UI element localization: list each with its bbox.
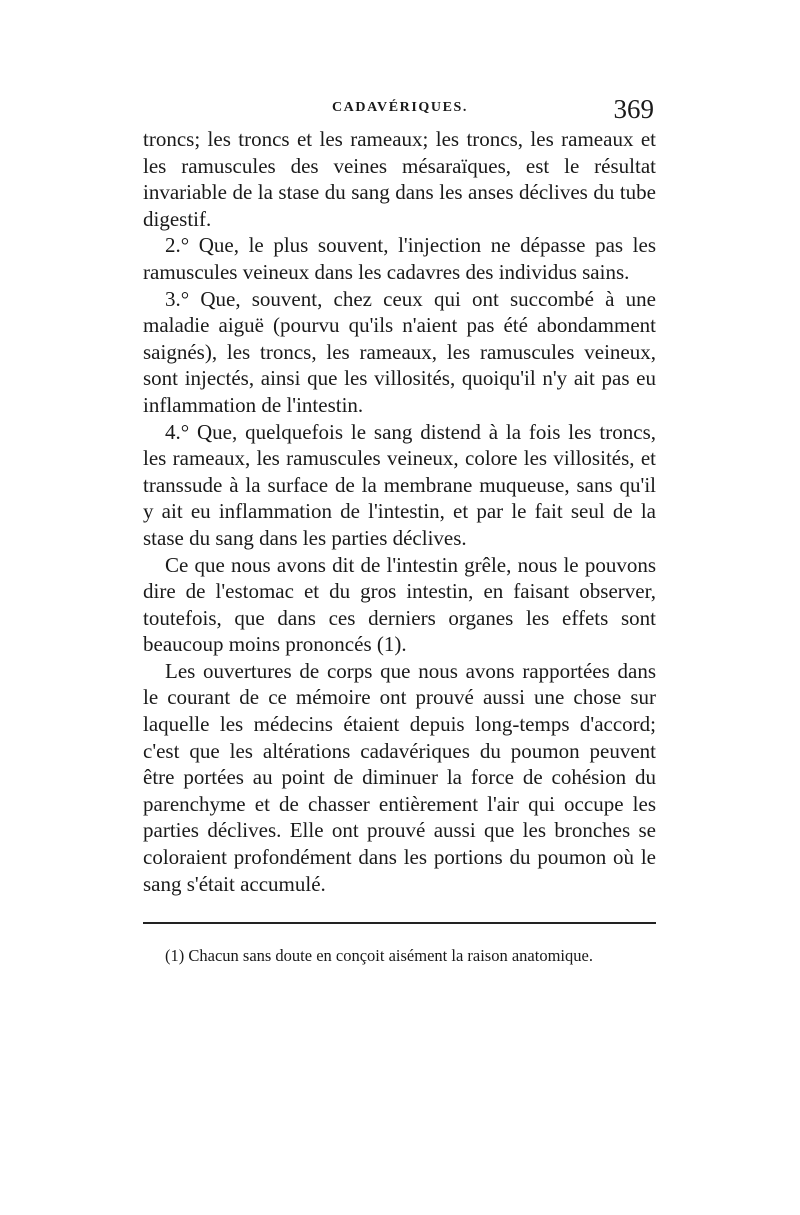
paragraph-point-4: 4.° Que, quelquefois le sang distend à la fois les troncs, les rameaux, les ramuscules veineux, colore les villosités, et transsude à la surface de la membrane muqueuse, sans qu'il y ait eu inflammation de l'intestin, et par le fait seul de la stase du sang dans les parties déclives. [143, 419, 656, 550]
paragraph-lungs: Les ouvertures de corps que nous avons rapportées dans le courant de ce mémoire ont prouvé aussi une chose sur laquelle les médecins étaient depuis long-temps d'accord; c'est que les altérations cadavériques du poumon peuvent être portées au point de diminuer la force de cohésion du parenchyme et de chasser entièrement l'air qui occupe les parties déclives. Elle ont prouvé aussi que les bronches se coloraient profondément dans les portions du poumon où le sang s'était accumulé. [143, 658, 656, 896]
footnote: (1) Chacun sans doute en conçoit aisément la raison anatomique. [165, 946, 593, 965]
paragraph-point-2: 2.° Que, le plus souvent, l'injection ne dépasse pas les ramuscules veineux dans les cadavres des individus sains. [143, 233, 656, 284]
running-head: CADAVÉRIQUES. [331, 100, 469, 115]
body-text [143, 126, 656, 897]
page-number: 369 [613, 94, 654, 124]
paragraph-continued: troncs; les troncs et les rameaux; les troncs, les rameaux et les ramuscules des veines mésaraïques, est le résultat invariable de la stase du sang dans les anses déclives du tube digestif. [143, 127, 656, 231]
paragraph-point-3: 3.° Que, souvent, chez ceux qui ont succombé à une maladie aiguë (pourvu qu'ils n'aient pas été abondamment saignés), les troncs, les rameaux, les ramuscules veineux, sont injectés, ainsi que les villosités, quoiqu'il n'y ait pas eu inflammation de l'intestin. [143, 286, 656, 417]
paragraph-stomach: Ce que nous avons dit de l'intestin grêle, nous le pouvons dire de l'estomac et du gros intestin, en faisant observer, toutefois, que dans ces derniers organes les effets sont beaucoup moins prononcés (1). [143, 552, 656, 657]
footnote-divider [143, 922, 656, 924]
page-header [144, 94, 656, 128]
